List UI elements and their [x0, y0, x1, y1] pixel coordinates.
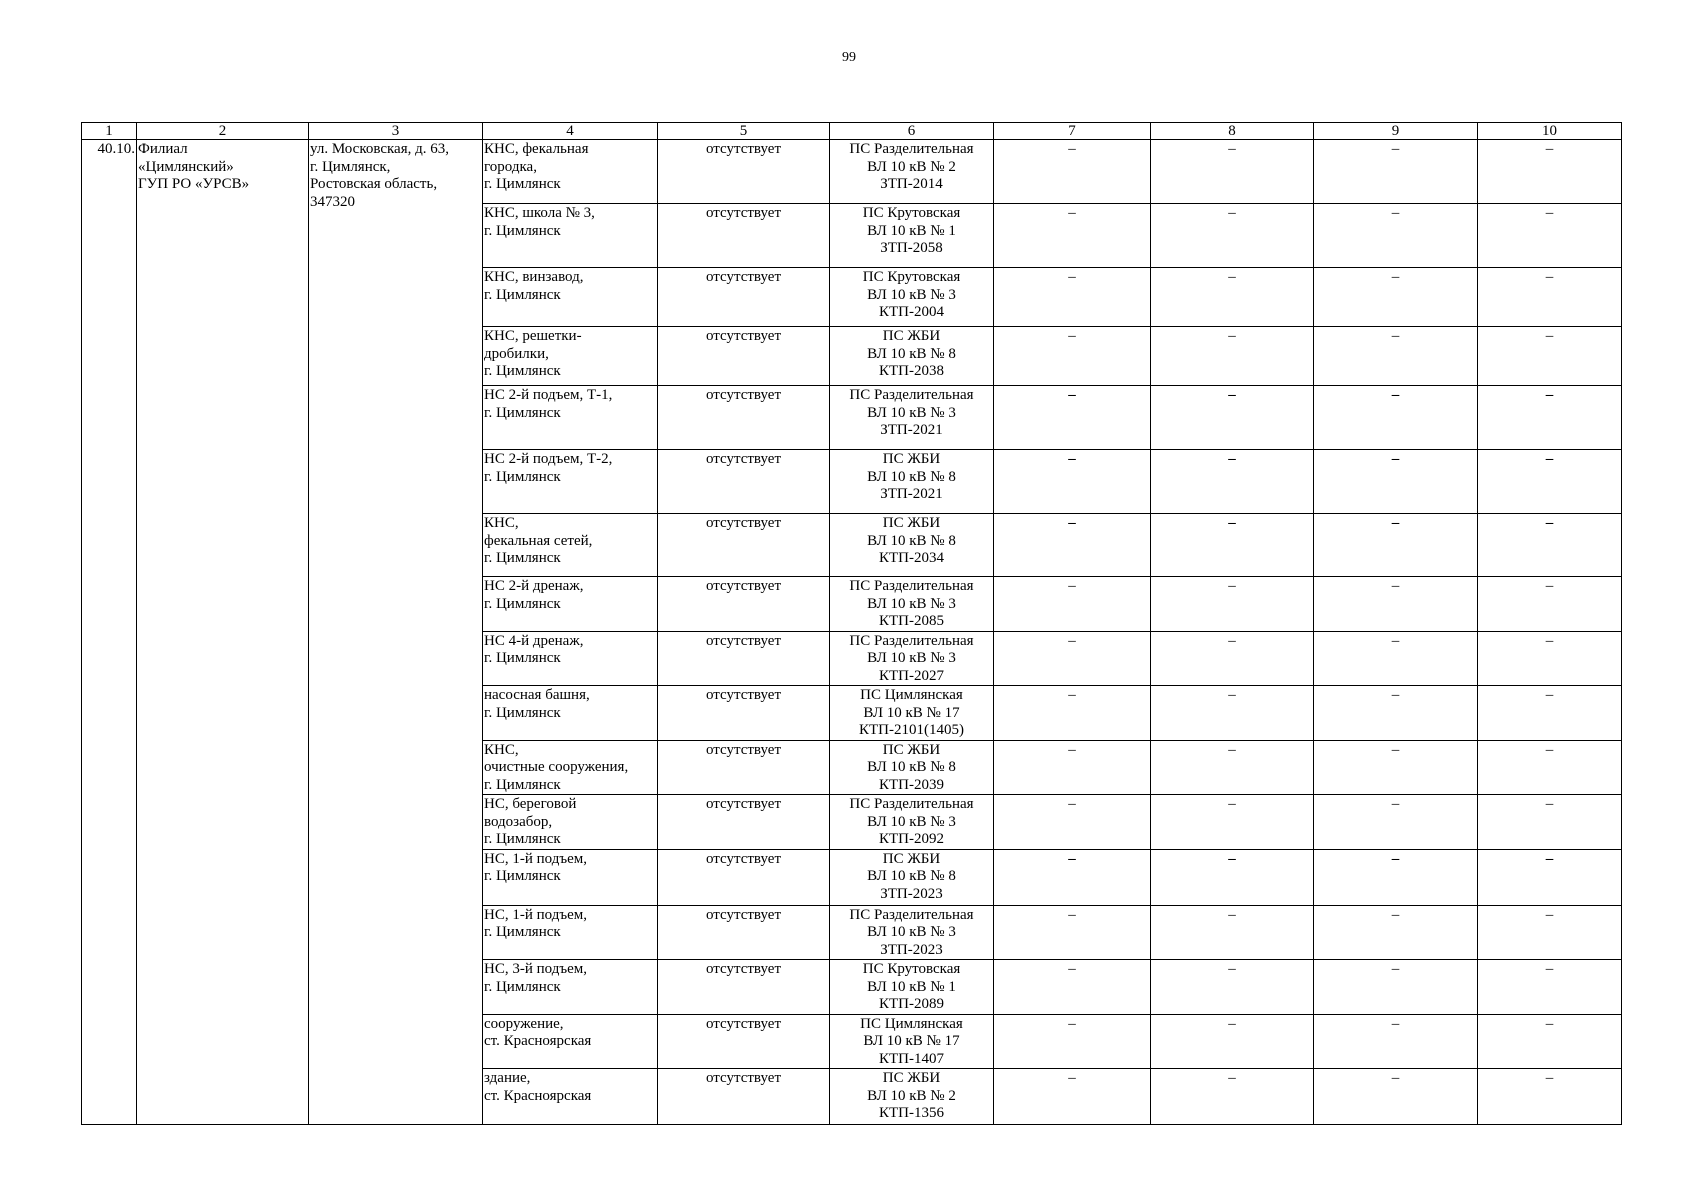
dash-cell: – — [1151, 577, 1314, 632]
dash-cell: – — [1314, 905, 1478, 960]
column-header: 5 — [658, 123, 830, 140]
object-cell: КНС, решетки- дробилки, г. Цимлянск — [483, 327, 658, 386]
dash-cell: – — [994, 450, 1151, 514]
dash-cell: – — [1314, 577, 1478, 632]
object-cell: насосная башня, г. Цимлянск — [483, 686, 658, 741]
column-header: 6 — [830, 123, 994, 140]
dash-cell: – — [1478, 960, 1622, 1015]
object-cell: КНС, фекальная сетей, г. Цимлянск — [483, 514, 658, 577]
dash-cell: – — [1478, 450, 1622, 514]
status-cell: отсутствует — [658, 1069, 830, 1125]
dash-cell: – — [994, 849, 1151, 905]
dash-cell: – — [1314, 631, 1478, 686]
power-source-cell: ПС ЖБИ ВЛ 10 кВ № 2 КТП-1356 — [830, 1069, 994, 1125]
column-header: 4 — [483, 123, 658, 140]
dash-cell: – — [994, 1069, 1151, 1125]
data-table — [81, 122, 1622, 1125]
dash-cell: – — [1478, 1014, 1622, 1069]
dash-cell: – — [1314, 327, 1478, 386]
status-cell: отсутствует — [658, 960, 830, 1015]
dash-cell: – — [1151, 795, 1314, 850]
column-header: 9 — [1314, 123, 1478, 140]
power-source-cell: ПС Разделительная ВЛ 10 кВ № 3 КТП-2027 — [830, 631, 994, 686]
status-cell: отсутствует — [658, 577, 830, 632]
dash-cell: – — [994, 577, 1151, 632]
dash-cell: – — [1151, 740, 1314, 795]
power-source-cell: ПС Разделительная ВЛ 10 кВ № 3 ЗТП-2021 — [830, 386, 994, 450]
power-source-cell: ПС Крутовская ВЛ 10 кВ № 3 КТП-2004 — [830, 268, 994, 327]
dash-cell: – — [1478, 514, 1622, 577]
dash-cell: – — [994, 795, 1151, 850]
status-cell: отсутствует — [658, 795, 830, 850]
dash-cell: – — [1478, 327, 1622, 386]
dash-cell: – — [1151, 686, 1314, 741]
dash-cell: – — [994, 140, 1151, 204]
dash-cell: – — [1314, 386, 1478, 450]
dash-cell: – — [1314, 1069, 1478, 1125]
dash-cell: – — [994, 905, 1151, 960]
power-source-cell: ПС ЖБИ ВЛ 10 кВ № 8 КТП-2034 — [830, 514, 994, 577]
dash-cell: – — [1478, 1069, 1622, 1125]
status-cell: отсутствует — [658, 514, 830, 577]
power-source-cell: ПС Разделительная ВЛ 10 кВ № 3 КТП-2092 — [830, 795, 994, 850]
dash-cell: – — [1314, 268, 1478, 327]
power-source-cell: ПС Крутовская ВЛ 10 кВ № 1 КТП-2089 — [830, 960, 994, 1015]
status-cell: отсутствует — [658, 386, 830, 450]
column-header: 1 — [82, 123, 137, 140]
dash-cell: – — [1151, 140, 1314, 204]
column-header: 7 — [994, 123, 1151, 140]
dash-cell: – — [1314, 1014, 1478, 1069]
dash-cell: – — [1151, 386, 1314, 450]
dash-cell: – — [994, 686, 1151, 741]
power-source-cell: ПС ЖБИ ВЛ 10 кВ № 8 ЗТП-2021 — [830, 450, 994, 514]
dash-cell: – — [994, 740, 1151, 795]
dash-cell: – — [1314, 849, 1478, 905]
dash-cell: – — [1151, 960, 1314, 1015]
dash-cell: – — [994, 386, 1151, 450]
object-cell: НС 2-й подъем, Т-2, г. Цимлянск — [483, 450, 658, 514]
dash-cell: – — [994, 960, 1151, 1015]
power-source-cell: ПС ЖБИ ВЛ 10 кВ № 8 КТП-2038 — [830, 327, 994, 386]
dash-cell: – — [1314, 450, 1478, 514]
dash-cell: – — [1478, 577, 1622, 632]
object-cell: КНС, винзавод, г. Цимлянск — [483, 268, 658, 327]
object-cell: НС 2-й подъем, Т-1, г. Цимлянск — [483, 386, 658, 450]
dash-cell: – — [1478, 386, 1622, 450]
dash-cell: – — [1314, 795, 1478, 850]
column-header: 10 — [1478, 123, 1622, 140]
power-source-cell: ПС Разделительная ВЛ 10 кВ № 3 КТП-2085 — [830, 577, 994, 632]
status-cell: отсутствует — [658, 905, 830, 960]
status-cell: отсутствует — [658, 686, 830, 741]
dash-cell: – — [1314, 740, 1478, 795]
object-cell: КНС, очистные сооружения, г. Цимлянск — [483, 740, 658, 795]
power-source-cell: ПС Крутовская ВЛ 10 кВ № 1 ЗТП-2058 — [830, 204, 994, 268]
dash-cell: – — [1151, 1014, 1314, 1069]
status-cell: отсутствует — [658, 450, 830, 514]
object-cell: КНС, школа № 3, г. Цимлянск — [483, 204, 658, 268]
dash-cell: – — [1478, 268, 1622, 327]
object-cell: здание, ст. Красноярская — [483, 1069, 658, 1125]
dash-cell: – — [1314, 686, 1478, 741]
status-cell: отсутствует — [658, 140, 830, 204]
dash-cell: – — [994, 514, 1151, 577]
dash-cell: – — [1151, 514, 1314, 577]
column-header: 2 — [137, 123, 309, 140]
status-cell: отсутствует — [658, 327, 830, 386]
dash-cell: – — [1151, 268, 1314, 327]
page-number: 99 — [842, 50, 856, 65]
dash-cell: – — [1151, 631, 1314, 686]
dash-cell: – — [1478, 631, 1622, 686]
row-number-cell: 40.10. — [82, 140, 137, 1125]
status-cell: отсутствует — [658, 849, 830, 905]
power-source-cell: ПС Разделительная ВЛ 10 кВ № 3 ЗТП-2023 — [830, 905, 994, 960]
status-cell: отсутствует — [658, 204, 830, 268]
dash-cell: – — [994, 1014, 1151, 1069]
dash-cell: – — [1314, 514, 1478, 577]
table-row — [82, 140, 1622, 204]
dash-cell: – — [1151, 204, 1314, 268]
object-cell: НС, 1-й подъем, г. Цимлянск — [483, 849, 658, 905]
object-cell: НС, 1-й подъем, г. Цимлянск — [483, 905, 658, 960]
dash-cell: – — [1314, 960, 1478, 1015]
power-source-cell: ПС Цимлянская ВЛ 10 кВ № 17 КТП-2101(1405) — [830, 686, 994, 741]
object-cell: сооружение, ст. Красноярская — [483, 1014, 658, 1069]
object-cell: НС 2-й дренаж, г. Цимлянск — [483, 577, 658, 632]
dash-cell: – — [1478, 686, 1622, 741]
column-header: 8 — [1151, 123, 1314, 140]
status-cell: отсутствует — [658, 740, 830, 795]
dash-cell: – — [994, 631, 1151, 686]
header-row — [82, 123, 1622, 140]
dash-cell: – — [1478, 795, 1622, 850]
dash-cell: – — [1478, 905, 1622, 960]
dash-cell: – — [1151, 450, 1314, 514]
dash-cell: – — [1478, 849, 1622, 905]
dash-cell: – — [1314, 140, 1478, 204]
object-cell: НС 4-й дренаж, г. Цимлянск — [483, 631, 658, 686]
dash-cell: – — [1478, 204, 1622, 268]
dash-cell: – — [1151, 905, 1314, 960]
dash-cell: – — [1151, 327, 1314, 386]
power-source-cell: ПС ЖБИ ВЛ 10 кВ № 8 КТП-2039 — [830, 740, 994, 795]
status-cell: отсутствует — [658, 1014, 830, 1069]
power-source-cell: ПС ЖБИ ВЛ 10 кВ № 8 ЗТП-2023 — [830, 849, 994, 905]
object-cell: НС, береговой водозабор, г. Цимлянск — [483, 795, 658, 850]
dash-cell: – — [1151, 849, 1314, 905]
address-cell: ул. Московская, д. 63, г. Цимлянск, Ростовская область, 347320 — [309, 140, 483, 1125]
table-body — [82, 140, 1622, 1125]
power-source-cell: ПС Разделительная ВЛ 10 кВ № 2 ЗТП-2014 — [830, 140, 994, 204]
status-cell: отсутствует — [658, 268, 830, 327]
dash-cell: – — [994, 204, 1151, 268]
dash-cell: – — [994, 327, 1151, 386]
power-source-cell: ПС Цимлянская ВЛ 10 кВ № 17 КТП-1407 — [830, 1014, 994, 1069]
dash-cell: – — [1151, 1069, 1314, 1125]
object-cell: КНС, фекальная городка, г. Цимлянск — [483, 140, 658, 204]
dash-cell: – — [994, 268, 1151, 327]
dash-cell: – — [1478, 740, 1622, 795]
dash-cell: – — [1314, 204, 1478, 268]
status-cell: отсутствует — [658, 631, 830, 686]
column-header: 3 — [309, 123, 483, 140]
dash-cell: – — [1478, 140, 1622, 204]
organization-cell: Филиал «Цимлянский» ГУП РО «УРСВ» — [137, 140, 309, 1125]
object-cell: НС, 3-й подъем, г. Цимлянск — [483, 960, 658, 1015]
